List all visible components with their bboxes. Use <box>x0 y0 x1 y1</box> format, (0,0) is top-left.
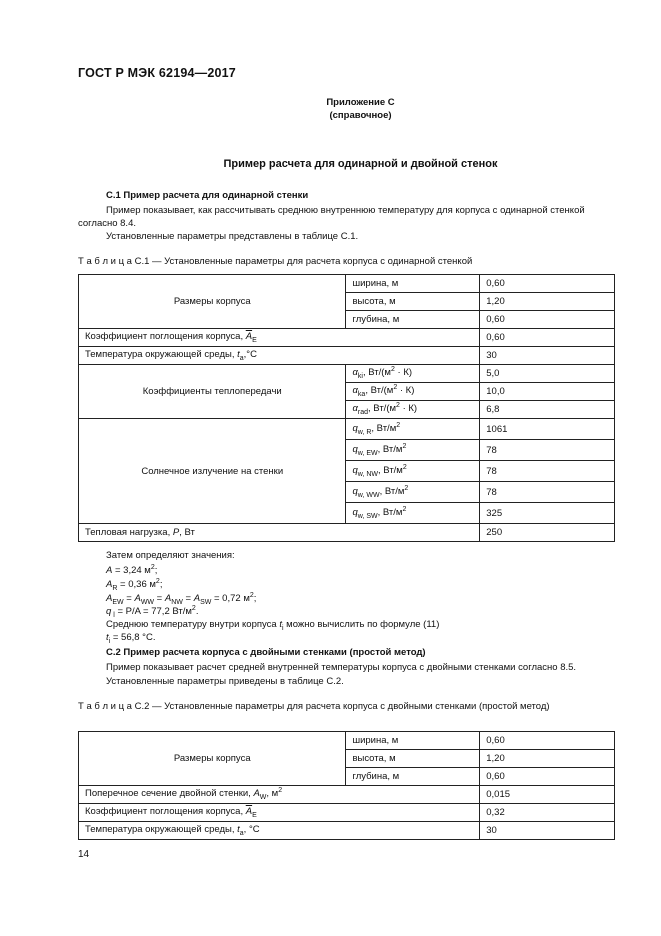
section1-heading: С.1 Пример расчета для одинарной стенки <box>106 190 309 201</box>
section2-para2: Установленные параметры приведены в таблице С.2. <box>106 676 344 687</box>
t2-section-cell: Поперечное сечение двойной стенки, $A_W$, $м^2$ <box>79 786 480 804</box>
t1-qew-label: $q_{w, EW}$, $Вт/м^2$ <box>346 440 480 461</box>
t1-qr-label: $q_{w, R}$, $Вт/м^2$ <box>346 419 480 440</box>
calc-a: A = 3,24 $м^2$; <box>106 564 158 577</box>
calc-asw-value: = 0,72 м <box>214 593 250 605</box>
t2-ambient-label: Температура окружающей среды, <box>85 824 235 836</box>
t1-qr-val: 1061 <box>480 419 615 440</box>
calc-ar: $A_R = 0,36$ $м^2$; <box>106 578 163 593</box>
section2-heading: С.2 Пример расчета корпуса с двойными стенками (простой метод) <box>106 647 426 658</box>
t1-load-label: Тепловая нагрузка, <box>85 527 171 538</box>
document-code: ГОСТ Р МЭК 62194—2017 <box>78 66 236 80</box>
t1-load-cell: Тепловая нагрузка, P, Вт <box>79 524 480 542</box>
t1-qww-label: $q_{w, WW}$, $Вт/м^2$ <box>346 482 480 503</box>
t2-width-label: ширина, м <box>346 732 480 750</box>
t2-ambient-cell: Температура окружающей среды, $t_a$, °С <box>79 822 480 840</box>
t1-load-val: 250 <box>480 524 615 542</box>
t1-ambient-cell: Температура окружающей среды, $t_a,^\circ С$ <box>79 347 480 365</box>
t1-aki-label: $\alpha_{ki}$, $Вт/(м^2 \cdot К)$ <box>346 365 480 383</box>
t2-absorb-label: Коэффициент поглощения корпуса, <box>85 806 244 818</box>
table1 <box>78 274 615 542</box>
t1-width-label: ширина, м <box>346 275 480 293</box>
t1-absorb-label: Коэффициент поглощения корпуса, <box>85 331 244 343</box>
t2-section-label: Поперечное сечение двойной стенки, <box>85 788 251 800</box>
t1-height-val: 1,20 <box>480 293 615 311</box>
table1-caption: Т а б л и ц а С.1 — Установленные параметры для расчета корпуса с одинарной стенкой <box>78 256 473 267</box>
t1-depth-label: глубина, м <box>346 311 480 329</box>
t2-dims-label: Размеры корпуса <box>79 732 346 786</box>
t1-absorb-val: 0,60 <box>480 329 615 347</box>
t1-aka-val: 10,0 <box>480 383 615 401</box>
table2 <box>78 731 615 840</box>
t2-ambient-val: 30 <box>480 822 615 840</box>
appendix-subtitle: (справочное) <box>329 110 392 121</box>
table2-caption: Т а б л и ц а С.2 — Установленные параметры для расчета корпуса с двойными стенками (простой метод) <box>78 701 550 712</box>
t1-aka-label: $\alpha_{ka}$, $Вт/(м^2 \cdot К)$ <box>346 383 480 401</box>
t1-dims-label: Размеры корпуса <box>79 275 346 329</box>
t2-depth-val: 0,60 <box>480 768 615 786</box>
section2-para1: Пример показывает расчет средней внутренней температуры корпуса с двойными стенками согласно 8.5. <box>106 662 577 673</box>
calc-avg-text: Среднюю температуру внутри корпуса $t_i$ можно вычислить по формуле (11) <box>106 619 440 632</box>
main-title: Пример расчета для одинарной и двойной стенок <box>223 158 498 170</box>
calc-aew-eq: = <box>126 593 132 605</box>
calc-ti: $t_i = 56,8$ °С. <box>106 632 156 645</box>
t2-absorb-cell: Коэффициент поглощения корпуса, $\overline{A}_E$ <box>79 804 480 822</box>
t1-qnw-label: $q_{w, NW}$, $Вт/м^2$ <box>346 461 480 482</box>
t1-absorb-cell: Коэффициент поглощения корпуса, $\overline{A}_E$ <box>79 329 480 347</box>
calc-aew: $A_{EW} = A_{WW} = A_{NW} = A_{SW} = 0,72$ $м^2$; <box>106 592 257 607</box>
appendix-title: Приложение С <box>326 97 395 108</box>
t2-depth-label: глубина, м <box>346 768 480 786</box>
calc-ar-value: = 0,36 м <box>120 579 156 591</box>
t2-absorb-val: 0,32 <box>480 804 615 822</box>
t1-ared-label: $\alpha_{rad}$, $Вт/(м^2 \cdot К)$ <box>346 401 480 419</box>
calc-avg-text-a: Среднюю температуру внутри корпуса <box>106 619 277 630</box>
section1-para2: Установленные параметры представлены в таблице С.1. <box>106 231 359 242</box>
t1-solar-label: Солнечное излучение на стенки <box>79 419 346 524</box>
calc-ql-value: = P/A = 77,2 Вт/м <box>117 606 192 618</box>
t1-aki-val: 5,0 <box>480 365 615 383</box>
section1-para1-line2: согласно 8.4. <box>78 218 136 229</box>
calc-ti-value: = 56,8 °С. <box>112 632 156 643</box>
t2-width-val: 0,60 <box>480 732 615 750</box>
section1-para1-line1: Пример показывает, как рассчитывать среднюю внутреннюю температуру для корпуса с одинарной стенкой <box>106 205 585 216</box>
calc-a-value: = 3,24 м <box>114 565 151 577</box>
t2-height-val: 1,20 <box>480 750 615 768</box>
calc-aww-eq: = <box>156 593 163 605</box>
calc-ql: q $_l$ = P/A = 77,2 $Вт/м^2$. <box>106 605 199 620</box>
t1-qew-val: 78 <box>480 440 615 461</box>
t1-heat-label: Коэффициенты теплопередачи <box>79 365 346 419</box>
page-number: 14 <box>78 849 90 860</box>
t1-qsw-label: $q_{w, SW}$, $Вт/м^2$ <box>346 503 480 524</box>
t1-height-label: высота, м <box>346 293 480 311</box>
calc-anw-eq: = <box>185 593 192 605</box>
t1-qsw-val: 325 <box>480 503 615 524</box>
t2-height-label: высота, м <box>346 750 480 768</box>
t1-depth-val: 0,60 <box>480 311 615 329</box>
t2-section-val: 0,015 <box>480 786 615 804</box>
t1-ambient-label: Температура окружающей среды, <box>85 349 235 361</box>
calc-avg-text-b: можно вычислить по формуле (11) <box>286 619 440 630</box>
t1-qww-val: 78 <box>480 482 615 503</box>
t1-ared-val: 6,8 <box>480 401 615 419</box>
t1-width-val: 0,60 <box>480 275 615 293</box>
t1-qnw-val: 78 <box>480 461 615 482</box>
t1-ambient-val: 30 <box>480 347 615 365</box>
calc-intro: Затем определяют значения: <box>106 550 235 561</box>
